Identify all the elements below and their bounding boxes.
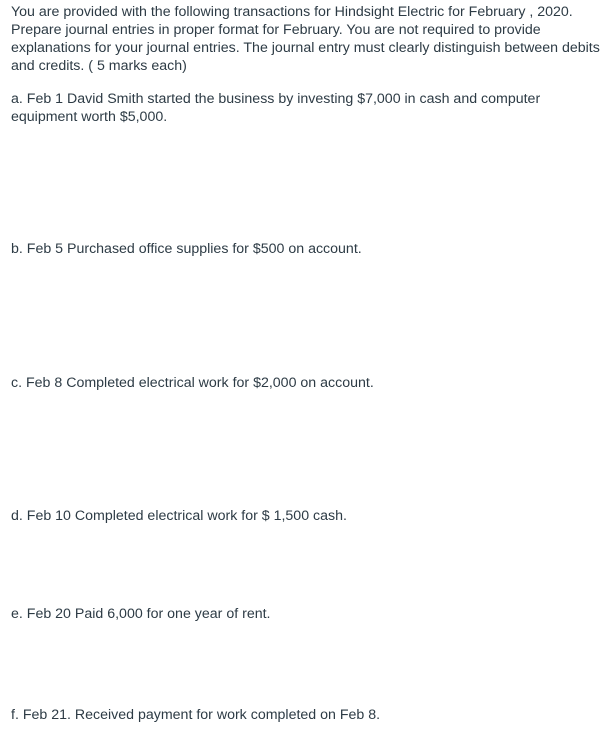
transaction-c: c. Feb 8 Completed electrical work for $2,000 on account.: [11, 375, 374, 391]
instructions-paragraph: You are provided with the following transactions for Hindsight Electric for February , 2020. Prepare journal entries in proper format for February. You are not required to provide explanations for your journal entries. The journal entry must clearly distinguish between debits and credits. ( 5 marks each): [11, 4, 600, 74]
transaction-d: d. Feb 10 Completed electrical work for $ 1,500 cash.: [11, 508, 347, 524]
transaction-f: f. Feb 21. Received payment for work completed on Feb 8.: [11, 707, 381, 723]
transaction-e: e. Feb 20 Paid 6,000 for one year of rent.: [11, 606, 271, 622]
transaction-a: a. Feb 1 David Smith started the business by investing $7,000 in cash and computer equipment worth $5,000.: [11, 91, 541, 125]
transaction-b: b. Feb 5 Purchased office supplies for $500 on account.: [11, 241, 362, 257]
